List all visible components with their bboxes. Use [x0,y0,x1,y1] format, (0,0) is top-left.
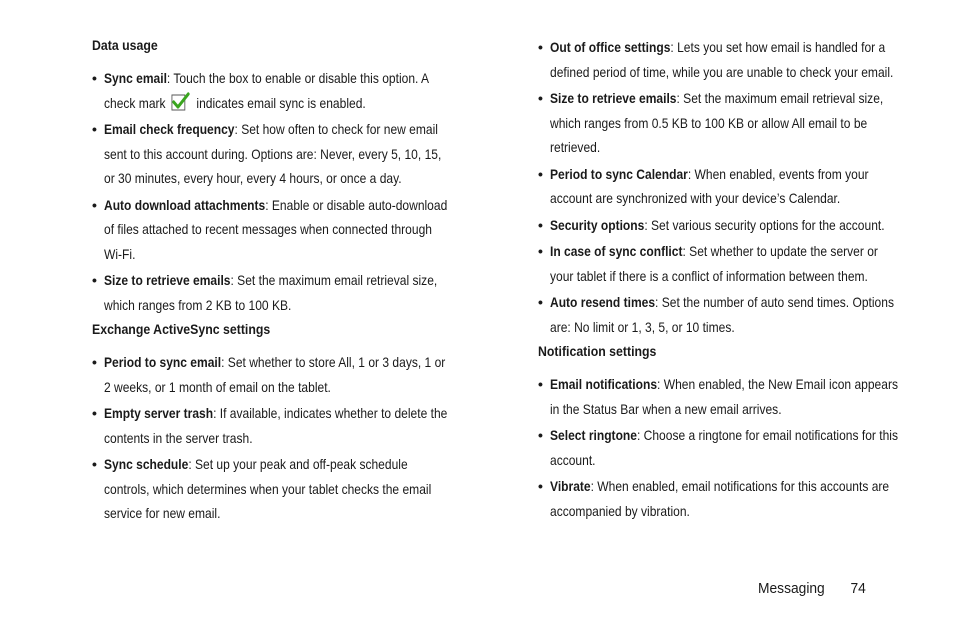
list-item [92,452,452,526]
item-term: Auto download attachments [104,196,266,213]
list-item-text [550,162,898,211]
list-item [538,239,900,288]
list-item-text [104,350,448,399]
item-term: Size to retrieve emails [550,90,677,106]
item-term: Sync schedule [104,456,189,472]
item-desc: : Set how often to check for new email sent to this account during. Options are: Never, every 5, 10, 15, or 30 minutes, every hour, every 4 hours, or once a day. [104,121,442,186]
list-item-text [104,193,448,267]
list-item-text [550,372,898,421]
list-item [538,372,900,421]
right-column [538,35,900,525]
bullet: • [92,456,97,472]
item-term: Email notifications [550,376,658,392]
item-term: Security options [550,216,645,233]
list-item-text [550,290,898,339]
exchange-activesync-list [92,350,452,526]
item-desc: : When enabled, email notifications for this accounts are accompanied by vibration. [550,478,890,519]
item-desc-continued: indicates email sync is enabled. [193,94,366,111]
item-term: In case of sync conflict [550,243,683,259]
footer-section-name: Messaging [758,580,825,597]
item-desc: : Set up your peak and off-peak schedule controls, which determines when your tablet checks the email service for new email. [104,456,432,521]
list-item [92,350,452,399]
bullet: • [538,216,543,233]
item-term: Vibrate [550,478,591,494]
section-heading-notification-settings: Notification settings [538,343,657,359]
item-desc: : Set whether to store All, 1 or 3 days, 1 or 2 weeks, or 1 month of email on the tablet. [104,354,446,395]
item-desc: : Set the number of auto send times. Options are: No limit or 1, 3, 5, or 10 times. [550,294,894,335]
list-item [538,86,900,160]
page-footer [758,578,866,600]
data-usage-list [92,66,452,317]
list-item [538,162,900,211]
list-item [538,423,900,472]
list-item [538,474,900,523]
list-item-text [550,213,898,238]
bullet: • [92,70,97,86]
bullet: • [92,121,97,137]
bullet: • [538,165,543,182]
item-term: Select ringtone [550,427,637,443]
section-heading-data-usage: Data usage [92,37,158,53]
item-term: Size to retrieve emails [104,272,231,288]
list-item-text [550,474,898,523]
bullet: • [538,294,543,310]
item-term: Period to sync email [104,354,222,370]
list-item [538,290,900,339]
item-desc: : Set various security options for the account. [644,216,885,233]
list-item-text [104,66,448,115]
list-item [92,193,452,267]
item-desc: : Enable or disable auto-download of files attached to recent messages when connected through Wi-Fi. [104,196,448,262]
checkmark-checkbox-icon [171,92,190,112]
item-desc: : If available, indicates whether to delete the contents in the server trash. [104,405,448,446]
list-item-text [104,117,448,191]
list-item-text [550,423,898,472]
list-item-text [104,452,448,526]
list-item [92,401,452,450]
item-desc: : When enabled, the New Email icon appears in the Status Bar when a new email arrives. [550,376,898,417]
account-settings-list [538,35,900,339]
item-desc: : Touch the box to enable or disable this option. A check mark [104,70,429,111]
item-term: Sync email [104,70,167,86]
list-item-text [104,401,448,450]
item-term: Empty server trash [104,405,214,421]
item-desc: : Set the maximum email retrieval size, which ranges from 2 KB to 100 KB. [104,272,438,313]
item-term: Period to sync Calendar [550,165,688,182]
list-item [538,35,900,84]
item-desc: : Lets you set how email is handled for a defined period of time, while you are unable to check your email. [550,39,894,80]
bullet: • [92,354,97,370]
left-column [92,35,452,528]
list-item [92,117,452,191]
bullet: • [538,90,543,106]
item-term: Out of office settings [550,39,671,55]
item-desc: : Set whether to update the server or your tablet if there is a conflict of information between them. [550,243,878,284]
bullet: • [538,478,543,494]
bullet: • [538,243,543,259]
item-term: Auto resend times [550,294,656,310]
bullet: • [92,405,97,421]
bullet: • [92,196,97,213]
item-term: Email check frequency [104,121,235,137]
notification-settings-list [538,372,900,523]
page-number: 74 [850,580,866,597]
item-desc: : Choose a ringtone for email notifications for this account. [550,427,898,468]
list-item [538,213,900,238]
item-desc: : When enabled, events from your account are synchronized with your device’s Calendar. [550,165,869,206]
bullet: • [538,39,543,55]
list-item-text [550,239,898,288]
item-desc: : Set the maximum email retrieval size, which ranges from 0.5 KB to 100 KB or allow All email to be retrieved. [550,90,884,155]
bullet: • [538,427,543,443]
list-item-text [104,268,448,317]
list-item [92,66,452,115]
list-item [92,268,452,317]
list-item-text [550,35,898,84]
bullet: • [538,376,543,392]
bullet: • [92,272,97,288]
list-item-text [550,86,898,160]
section-heading-exchange-activesync: Exchange ActiveSync settings [92,321,271,337]
